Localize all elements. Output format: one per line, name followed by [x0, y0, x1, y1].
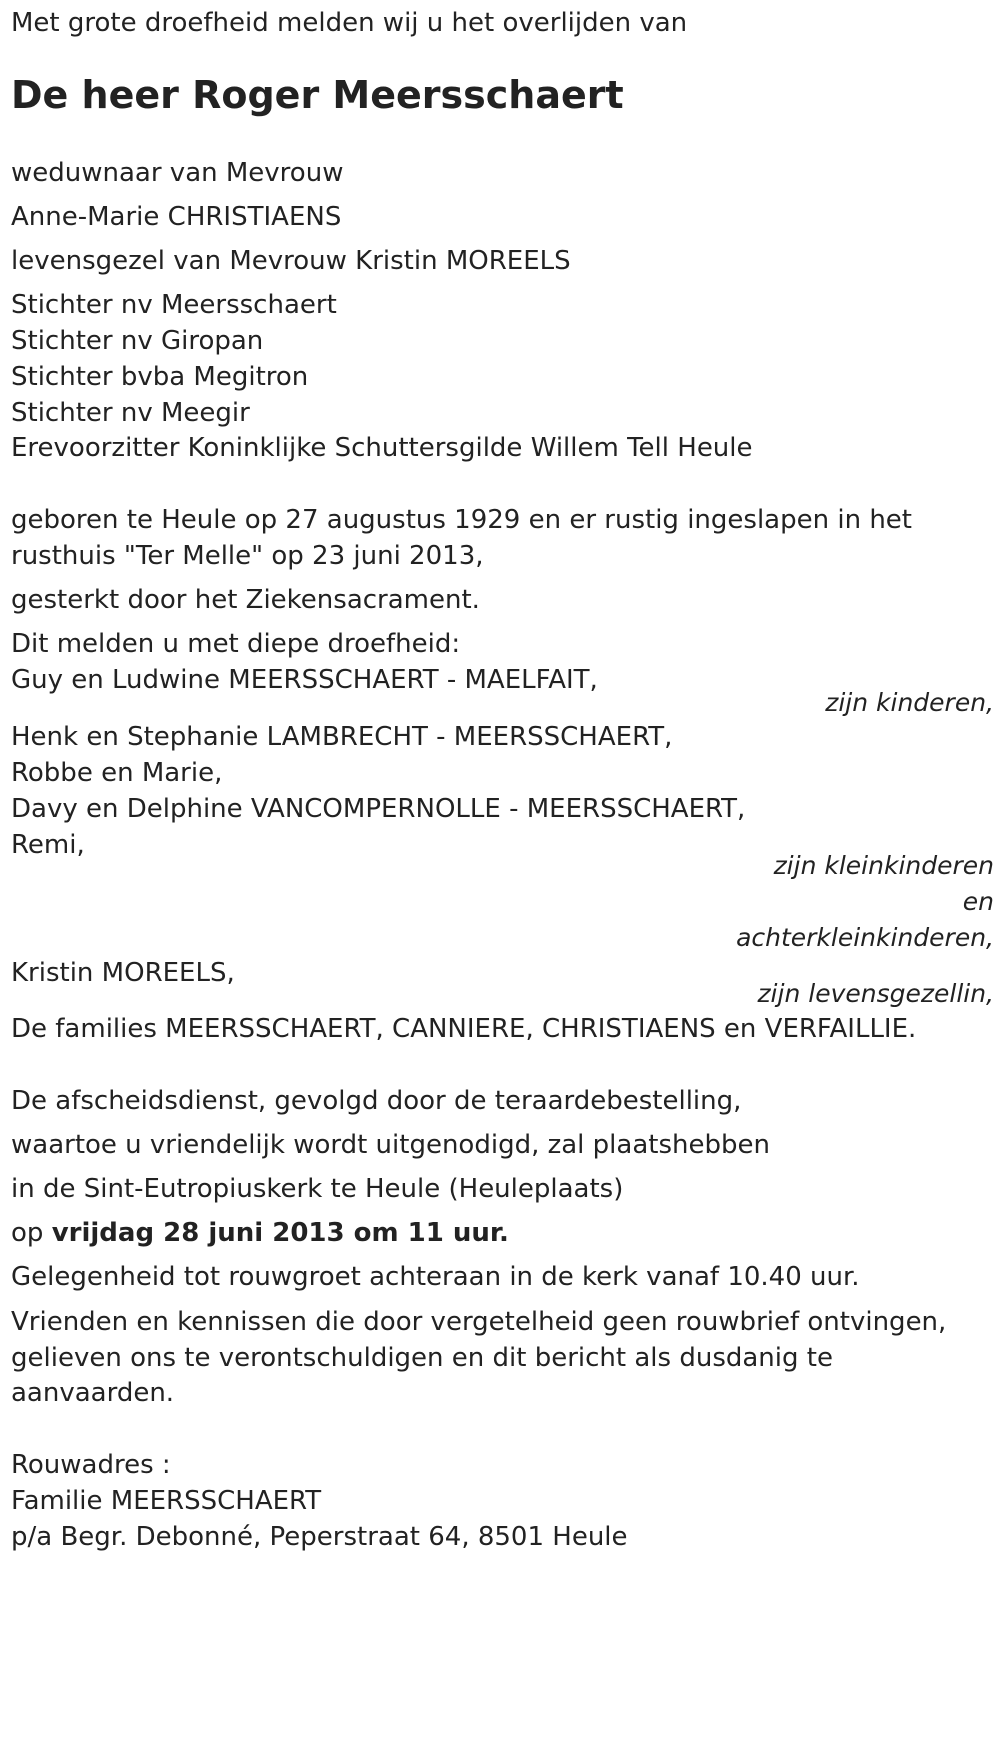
grandchildren-label: zijn kleinkinderen	[773, 851, 994, 880]
great-grandchildren-label: achterkleinkinderen,	[736, 923, 994, 952]
service-line-6: Vrienden en kennissen die door vergetelheid geen rouwbrief ontvingen,	[11, 1307, 947, 1337]
partner-line: levensgezel van Mevrouw Kristin MOREELS	[11, 246, 571, 276]
born-line-2: rusthuis "Ter Melle" op 23 juni 2013,	[11, 541, 484, 571]
service-line-3: in de Sint-Eutropiuskerk te Heule (Heuleplaats)	[11, 1174, 624, 1204]
children-label: zijn kinderen,	[825, 688, 994, 717]
service-line-1: De afscheidsdienst, gevolgd door de teraardebestelling,	[11, 1086, 742, 1116]
title-item: Erevoorzitter Koninklijke Schuttersgilde Willem Tell Heule	[11, 433, 753, 463]
title-item: Stichter bvba Megitron	[11, 362, 309, 392]
families-line: De families MEERSSCHAERT, CANNIERE, CHRISTIAENS en VERFAILLIE.	[11, 1014, 917, 1044]
sacrament-line: gesterkt door het Ziekensacrament.	[11, 585, 480, 615]
service-line-7: gelieven ons te verontschuldigen en dit bericht als dusdanig te	[11, 1343, 833, 1373]
title-item: Stichter nv Giropan	[11, 326, 264, 356]
partner-label: zijn levensgezellin,	[757, 979, 994, 1008]
title-item: Stichter nv Meersschaert	[11, 290, 337, 320]
service-date: vrijdag 28 juni 2013 om 11 uur.	[51, 1218, 509, 1248]
address-line-2: p/a Begr. Debonné, Peperstraat 64, 8501 Heule	[11, 1522, 628, 1552]
family-partner: Kristin MOREELS,	[11, 958, 235, 988]
family-grandchild: Remi,	[11, 830, 85, 860]
intro-text: Met grote droefheid melden wij u het overlijden van	[11, 8, 688, 38]
family-grandchild: Davy en Delphine VANCOMPERNOLLE - MEERSSCHAERT,	[11, 794, 746, 824]
address-label: Rouwadres :	[11, 1450, 171, 1480]
service-date-line	[11, 1213, 509, 1253]
family-grandchild: Henk en Stephanie LAMBRECHT - MEERSSCHAERT,	[11, 722, 673, 752]
family-child: Guy en Ludwine MEERSSCHAERT - MAELFAIT,	[11, 665, 598, 695]
address-line-1: Familie MEERSSCHAERT	[11, 1486, 322, 1516]
announce-line: Dit melden u met diepe droefheid:	[11, 629, 461, 659]
title-item: Stichter nv Meegir	[11, 398, 250, 428]
service-line-8: aanvaarden.	[11, 1378, 175, 1408]
grandchildren-and: en	[962, 887, 994, 916]
deceased-name: De heer Roger Meersschaert	[11, 73, 624, 117]
spouse-line-2: Anne-Marie CHRISTIAENS	[11, 202, 342, 232]
born-line-1: geboren te Heule op 27 augustus 1929 en er rustig ingeslapen in het	[11, 505, 912, 535]
family-grandchild: Robbe en Marie,	[11, 758, 223, 788]
service-line-5: Gelegenheid tot rouwgroet achteraan in de kerk vanaf 10.40 uur.	[11, 1262, 860, 1292]
spouse-line-1: weduwnaar van Mevrouw	[11, 158, 344, 188]
service-line-2: waartoe u vriendelijk wordt uitgenodigd, zal plaatshebben	[11, 1130, 770, 1160]
service-date-prefix: op	[11, 1218, 44, 1248]
